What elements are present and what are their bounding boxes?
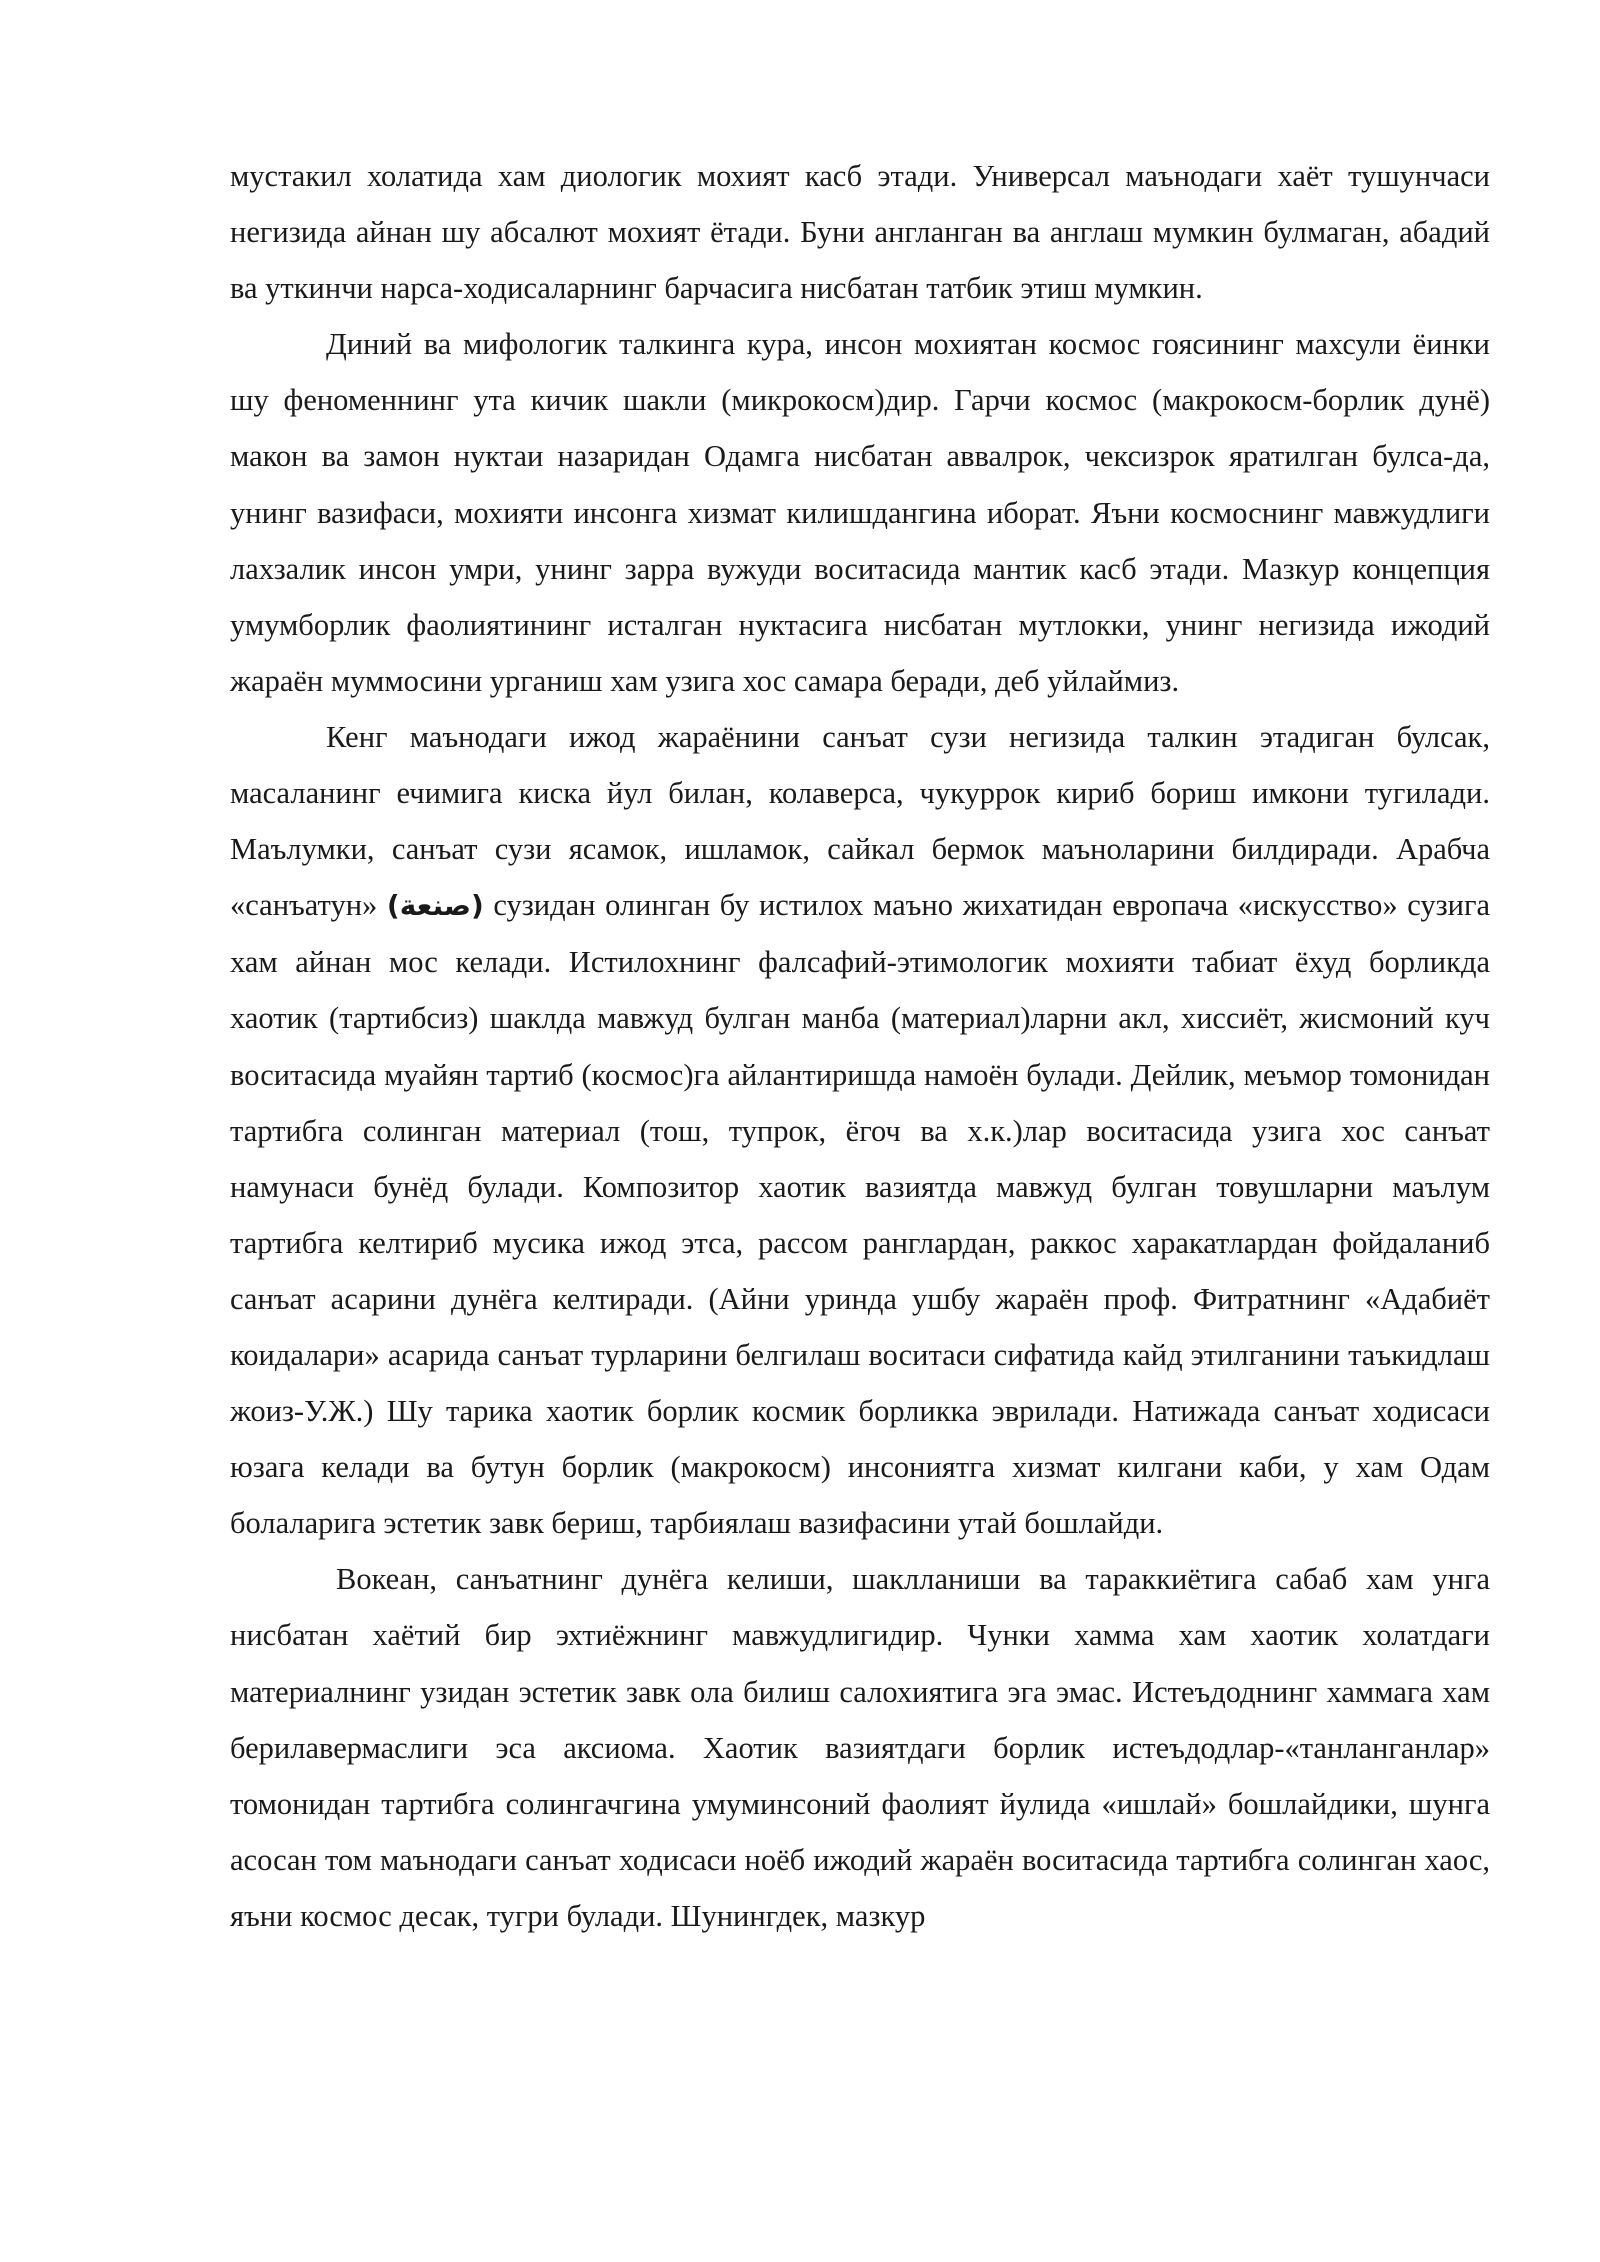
paragraph-3-part-2: сузидан олинган бу истилох маъно жихатидан европача «искусство» сузига хам айнан мос келади. Истилохнинг фалсафий-этимологик мохияти табиат ёхуд борликда хаотик (тартибсиз) шаклда мавжуд булган манба (материал)ларни акл, хиссиёт, жисмоний куч воситасида муайян тартиб (космос)га айлантиришда намоён булади. Дейлик, меъмор томонидан тартибга солинган материал (тош, тупрок, ёгоч ва х.к.)лар воситасида узига хос санъат намунаси бунёд булади. Композитор хаотик вазиятда мавжуд булган товушларни маълум тартибга келтириб мусика ижод этса, рассом ранглардан, раккос харакатлардан фойдаланиб санъат асарини дунёга келтиради. (Айни уринда ушбу жараён проф. Фитратнинг «Адабиёт коидалари» асарида санъат турларини белгилаш воситаси сифатида кайд этилганини таъкидлаш жоиз-У.Ж.) Шу тарика хаотик борлик космик борликка эврилади. Натижада санъат ходисаси юзага келади ва бутун борлик (макрокосм) инсониятга хизмат килгани каби, у хам Одам болаларига эстетик завк бериш, тарбиялаш вазифасини утай бошлайди. <box>230 888 1490 1541</box>
arabic-word: (صنعة) <box>386 889 484 923</box>
paragraph-3 <box>230 709 1490 1551</box>
paragraph-3-part-1: Кенг маънодаги ижод жараёнини санъат сузи негизида талкин этадиган булсак, масаланинг ечимига киска йул билан, колаверса, чукуррок кириб бориш имкони тугилади. Маълумки, санъат сузи ясамок, ишламок, сайкал бермок маъноларини билдиради. Арабча «санъатун» <box>230 719 1490 923</box>
paragraph-4: Вокеан, санъатнинг дунёга келиши, шаклланиши ва тараккиётига сабаб хам унга нисбатан хаётий бир эхтиёжнинг мавжудлигидир. Чунки хамма хам хаотик холатдаги материалнинг узидан эстетик завк ола билиш салохиятига эга эмас. Истеъдоднинг хаммага хам берилавермаслиги эса аксиома. Хаотик вазиятдаги борлик истеъдодлар-«танланганлар» томонидан тартибга солингачгина умуминсоний фаолият йулида «ишлай» бошлайдики, шунга асосан том маънодаги санъат ходисаси ноёб ижодий жараён воситасида тартибга солинган хаос, яъни космос десак, тугри булади. Шунингдек, мазкур <box>230 1562 1490 1933</box>
paragraph-1: мустакил холатида хам диологик мохият касб этади. Универсал маънодаги хаёт тушунчаси негизида айнан шу абсалют мохият ётади. Буни англанган ва англаш мумкин булмаган, абадий ва уткинчи нарса-ходисаларнинг барчасига нисбатан татбик этиш мумкин. <box>230 159 1490 306</box>
body-text <box>230 148 1490 1944</box>
paragraph-2: Диний ва мифологик талкинга кура, инсон мохиятан космос гоясининг махсули ёинки шу феноменнинг ута кичик шакли (микрокосм)дир. Гарчи космос (макрокосм-борлик дунё) макон ва замон нуктаи назаридан Одамга нисбатан аввалрок, чексизрок яратилган булса-да, унинг вазифаси, мохияти инсонга хизмат килишдангина иборат. Яъни космоснинг мавжудлиги лахзалик инсон умри, унинг зарра вужуди воситасида мантик касб этади. Мазкур концепция умумборлик фаолиятининг исталган нуктасига нисбатан мутлокки, унинг негизида ижодий жараён муммосини урганиш хам узига хос самара беради, деб уйлаймиз. <box>230 327 1490 698</box>
